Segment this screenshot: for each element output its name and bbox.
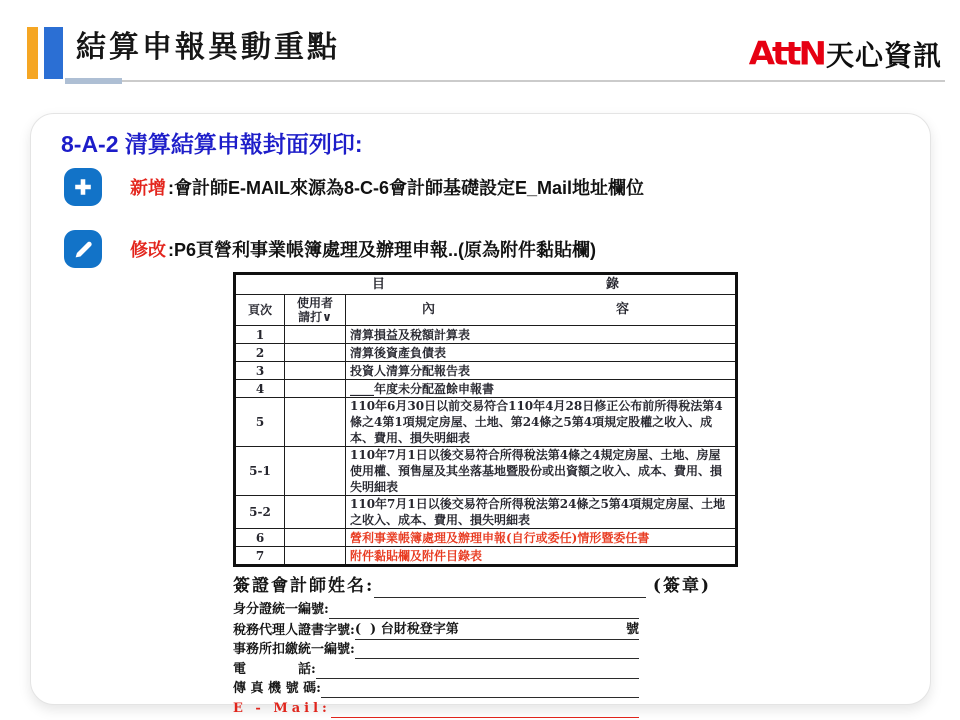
form-line: 稅務代理人證書字號: ( ) 台財稅登字第 號 [233, 621, 639, 638]
table-row: 6 營利事業帳簿處理及辦理申報(自行或委任)情形暨委任書 [235, 529, 737, 547]
bullet-modify-body: :P6頁營利事業帳簿處理及辦理申報..(原為附件黏貼欄) [168, 240, 596, 260]
table-row: 7 附件黏貼欄及附件目錄表 [235, 547, 737, 566]
header-underline-accent [65, 78, 122, 84]
signature-form [233, 574, 738, 718]
table-row: 4 ____年度未分配盈餘申報書 [235, 380, 737, 398]
toc-col-content-left: 內 [422, 302, 436, 317]
accent-bar-blue [44, 27, 63, 79]
logo-text: 天心資訊 [825, 40, 942, 71]
form-line: 事務所扣繳統一編號: [233, 641, 639, 659]
toc-title-row [235, 274, 737, 295]
check-cell [285, 547, 346, 566]
company-logo [749, 34, 942, 74]
bullet-modify-label: 修改 [130, 240, 166, 260]
page-title: 結算申報異動重點 [76, 31, 340, 64]
blank-underline [374, 585, 646, 598]
bullet-modify-text [130, 236, 596, 262]
toc-col-content-right: 容 [615, 302, 629, 317]
blank-underline [316, 666, 639, 679]
pencil-icon [64, 230, 102, 268]
accent-bar-orange [27, 27, 38, 79]
table-row: 2 清算後資產負債表 [235, 344, 737, 362]
check-cell [285, 529, 346, 547]
bullet-modify [64, 230, 596, 268]
content-panel [30, 113, 931, 716]
blank-underline [321, 685, 639, 698]
blank-underline [329, 606, 639, 619]
table-row: 5 110年6月30日以前交易符合110年4月28日修正公布前所得稅法第4條之4第1項規定房屋、土地、第24條之5第4項規定股權之收入、成本、費用、損失明細表 [235, 398, 737, 447]
toc-col-check: 使用者 請打∨ [285, 295, 346, 326]
toc-col-page: 頁次 [235, 295, 285, 326]
bullet-add [64, 168, 644, 206]
table-row: 3 投資人清算分配報告表 [235, 362, 737, 380]
form-line: 簽證會計師姓名: (簽章) [233, 576, 711, 596]
form-line: 身分證統一編號: [233, 601, 639, 619]
plus-icon [64, 168, 102, 206]
toc-title-right: 錄 [605, 276, 619, 292]
toc-header-row [235, 295, 737, 326]
blank-underline [331, 705, 639, 718]
table-row: 1 清算損益及稅額計算表 [235, 326, 737, 344]
check-cell [285, 362, 346, 380]
bullet-add-text [130, 174, 644, 200]
check-cell [285, 344, 346, 362]
check-cell [285, 496, 346, 529]
table-row: 5-1 110年7月1日以後交易符合所得稅法第4條之4規定房屋、土地、房屋使用權、預售屋及其坐落基地暨股份或出資額之收入、成本、費用、損失明細表 [235, 447, 737, 496]
logo-mark-icon: AttN [748, 35, 824, 73]
form-line: 電 話: [233, 661, 639, 679]
check-cell [285, 398, 346, 447]
table-row: 5-2 110年7月1日以後交易符合所得稅法第24條之5第4項規定房屋、土地之收入、成本、費用、損失明細表 [235, 496, 737, 529]
check-cell [285, 326, 346, 344]
bullet-add-label: 新增 [130, 178, 166, 198]
form-line: E - Mail: [233, 700, 639, 718]
section-heading: 8-A-2 清算結算申報封面列印: [61, 131, 363, 157]
document-preview [233, 272, 738, 719]
toc-table [233, 272, 738, 567]
blank-underline: ( ) 台財稅登字第 號 [355, 621, 639, 640]
form-line: 傳 真 機 號 碼: [233, 680, 639, 698]
check-cell [285, 447, 346, 496]
check-cell [285, 380, 346, 398]
toc-title-left: 目 [372, 276, 386, 292]
bullet-add-body: :會計師E-MAIL來源為8-C-6會計師基礎設定E_Mail地址欄位 [168, 178, 645, 198]
blank-underline [355, 646, 639, 659]
header-underline [122, 80, 945, 82]
